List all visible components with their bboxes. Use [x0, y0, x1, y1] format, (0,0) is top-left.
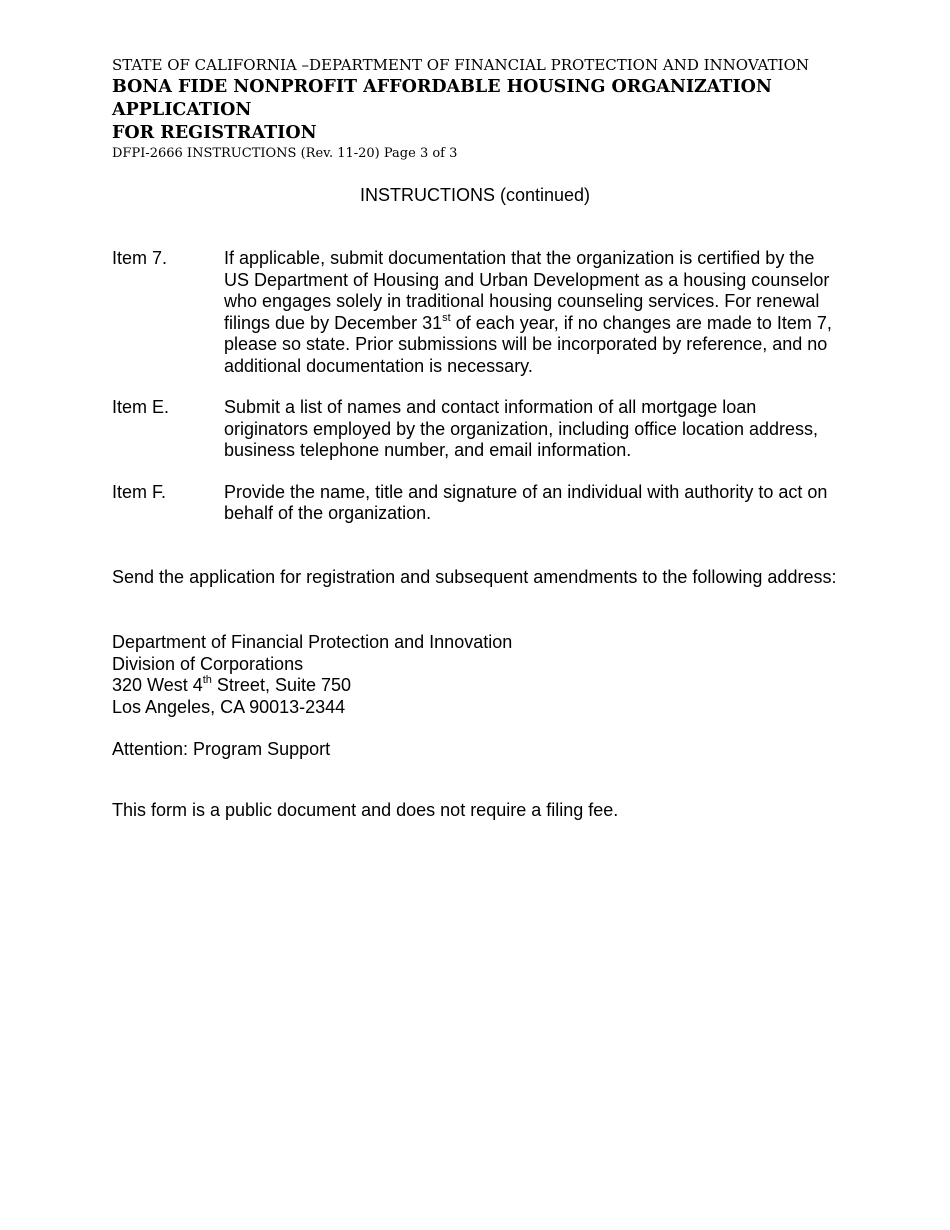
item-text: Submit a list of names and contact information of all mortgage loan originators employed by the organization, including office location address, business telephone number, and email information. — [224, 397, 819, 460]
mailing-address — [112, 632, 842, 718]
street-part2: Street, Suite 750 — [211, 675, 352, 695]
instruction-item-7 — [112, 248, 842, 377]
address-line-2: Division of Corporations — [112, 653, 304, 674]
ordinal-suffix: st — [442, 311, 451, 324]
form-title — [112, 76, 852, 145]
ordinal-suffix: th — [202, 674, 212, 686]
item-text — [224, 248, 842, 377]
section-heading: INSTRUCTIONS (continued) — [359, 185, 591, 205]
address-line-3 — [112, 675, 842, 697]
instruction-item-f — [112, 482, 842, 525]
address-line-1: Department of Financial Protection and Innovation — [112, 632, 513, 652]
send-instruction: Send the application for registration and subsequent amendments to the following address: — [112, 567, 837, 587]
address-line-4: Los Angeles, CA 90013-2344 — [112, 696, 346, 717]
form-title-line1: BONA FIDE NONPROFIT AFFORDABLE HOUSING ORGANIZATION APPLICATION — [112, 77, 772, 120]
item-text-part2: of each year, if no changes are made to Item 7, please so state. Prior submissions will be incorporated by reference, and no additional documentation is necessary. — [224, 312, 832, 376]
form-header — [112, 55, 852, 163]
item-text: Provide the name, title and signature of an individual with authority to act on behalf of the organization. — [224, 481, 828, 523]
agency-name: STATE OF CALIFORNIA –DEPARTMENT OF FINANCIAL PROTECTION AND INNOVATION — [112, 56, 810, 74]
form-title-line2: FOR REGISTRATION — [112, 123, 317, 143]
form-identifier: DFPI-2666 INSTRUCTIONS (Rev. 11-20) Page 3 of 3 — [112, 146, 458, 161]
item-label: Item F. — [112, 481, 167, 502]
fee-note: This form is a public document and does not require a filing fee. — [112, 800, 619, 820]
instruction-items — [112, 248, 842, 545]
item-label: Item E. — [112, 397, 170, 417]
instruction-item-e — [112, 397, 842, 462]
item-text-part1: If applicable, submit documentation that the organization is certified by the US Department of Housing and Urban Development as a housing counselor who engages solely in traditional housing counseling services. For renewal filings due by December 31 — [224, 248, 830, 333]
street-part1: 320 West 4 — [112, 675, 203, 695]
attention-line: Attention: Program Support — [112, 739, 331, 759]
item-label: Item 7. — [112, 248, 168, 268]
